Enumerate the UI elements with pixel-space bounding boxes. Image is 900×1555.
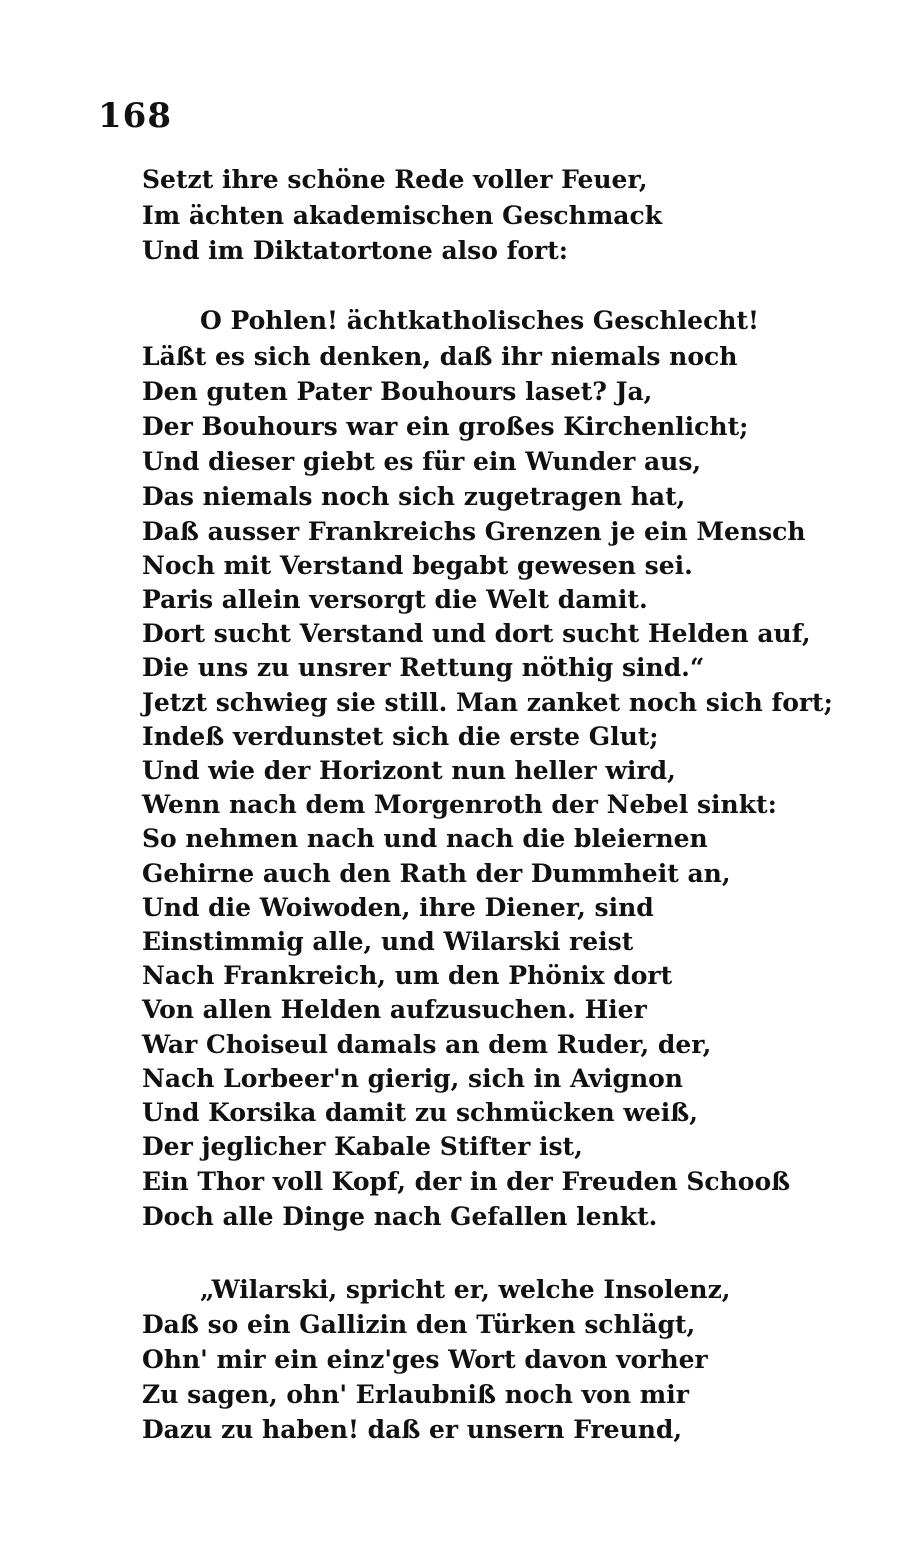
verse-line: War Choiseul damals an dem Ruder, der, <box>142 1030 712 1059</box>
verse-line: Und dieser giebt es für ein Wunder aus, <box>142 447 702 476</box>
verse-line: Paris allein versorgt die Welt damit. <box>142 585 648 614</box>
verse-line: Nach Lorbeer'n gierig, sich in Avignon <box>142 1064 683 1093</box>
verse-line: Den guten Pater Bouhours laset? Ja, <box>142 377 653 406</box>
verse-line: Zu sagen, ohn' Erlaubniß noch von mir <box>142 1380 689 1409</box>
verse-line: Gehirne auch den Rath der Dummheit an, <box>142 859 731 888</box>
verse-line: Jetzt schwieg sie still. Man zanket noch sich fort; <box>142 688 833 717</box>
verse-line: Und die Woiwoden, ihre Diener, sind <box>142 893 654 922</box>
verse-line: Der jeglicher Kabale Stifter ist, <box>142 1132 583 1161</box>
verse-line: Das niemals noch sich zugetragen hat, <box>142 482 686 511</box>
verse-line: Läßt es sich denken, daß ihr niemals noch <box>142 342 738 371</box>
verse-line: Die uns zu unsrer Rettung nöthig sind.“ <box>142 653 705 682</box>
verse-line: Von allen Helden aufzusuchen. Hier <box>142 995 647 1024</box>
verse-line: Im ächten akademischen Geschmack <box>142 201 663 230</box>
verse-line: Und wie der Horizont nun heller wird, <box>142 756 676 785</box>
verse-line: Daß so ein Gallizin den Türken schlägt, <box>142 1310 696 1339</box>
verse-line: So nehmen nach und nach die bleiernen <box>142 824 708 853</box>
verse-line: Der Bouhours war ein großes Kirchenlicht; <box>142 412 749 441</box>
page-number: 168 <box>98 96 172 136</box>
verse-line: Und Korsika damit zu schmücken weiß, <box>142 1098 698 1127</box>
verse-line: Nach Frankreich, um den Phönix dort <box>142 961 673 990</box>
verse-line: O Pohlen! ächtkatholisches Geschlecht! <box>200 306 759 335</box>
verse-line: „Wilarski, spricht er, welche Insolenz, <box>200 1275 731 1304</box>
verse-line: Ohn' mir ein einz'ges Wort davon vorher <box>142 1345 708 1374</box>
verse-line: Indeß verdunstet sich die erste Glut; <box>142 722 659 751</box>
verse-line: Doch alle Dinge nach Gefallen lenkt. <box>142 1202 658 1231</box>
verse-line: Einstimmig alle, und Wilarski reist <box>142 927 634 956</box>
verse-line: Noch mit Verstand begabt gewesen sei. <box>142 551 693 580</box>
verse-line: Setzt ihre schöne Rede voller Feuer, <box>142 165 648 194</box>
verse-line: Wenn nach dem Morgenroth der Nebel sinkt: <box>142 790 777 819</box>
verse-line: Daß ausser Frankreichs Grenzen je ein Mensch <box>142 517 806 546</box>
verse-line: Dazu zu haben! daß er unsern Freund, <box>142 1415 683 1444</box>
verse-line: Dort sucht Verstand und dort sucht Helden auf, <box>142 619 811 648</box>
verse-line: Und im Diktatortone also fort: <box>142 236 568 265</box>
verse-line: Ein Thor voll Kopf, der in der Freuden Schooß <box>142 1167 791 1196</box>
